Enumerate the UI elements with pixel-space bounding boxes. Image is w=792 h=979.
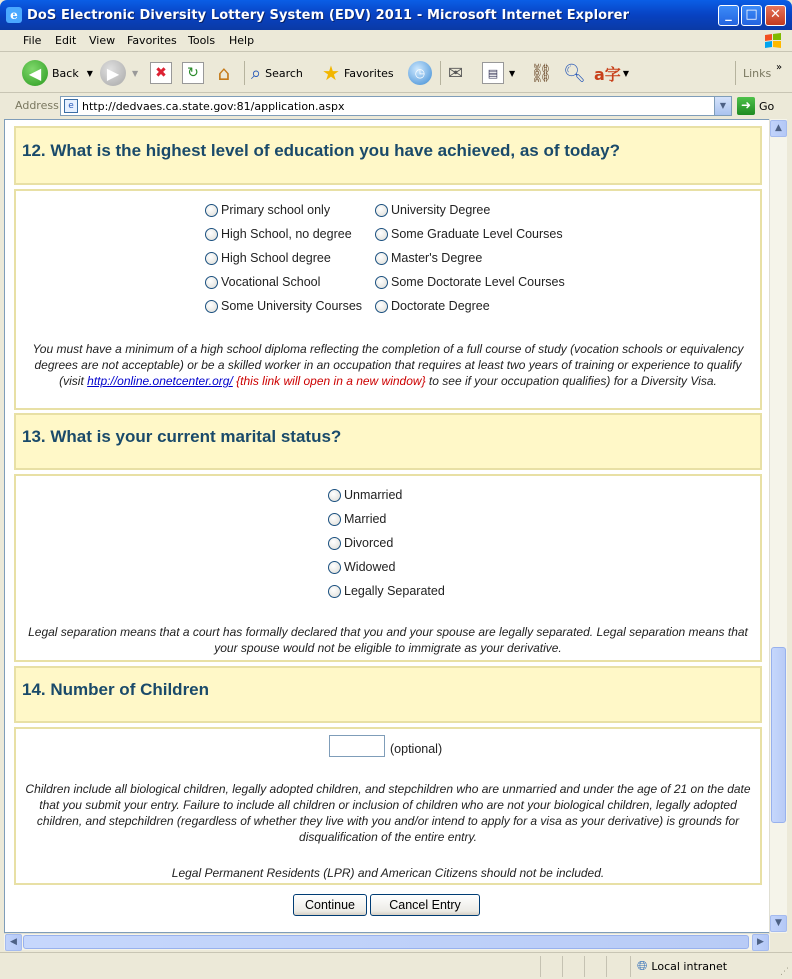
- address-label: Address: [15, 99, 59, 112]
- star-icon: ★: [322, 61, 340, 85]
- onetcenter-link[interactable]: http://online.onetcenter.org/: [87, 374, 233, 388]
- windows-logo-icon: [762, 32, 784, 50]
- radio-button[interactable]: [328, 513, 341, 526]
- refresh-button[interactable]: [182, 59, 204, 87]
- toolbar-separator: [735, 61, 736, 85]
- education-option[interactable]: Vocational School: [205, 275, 320, 289]
- q14-body: [14, 727, 762, 885]
- toolbar: [0, 53, 792, 93]
- go-button[interactable]: [737, 96, 774, 116]
- education-option[interactable]: Doctorate Degree: [375, 299, 490, 313]
- discuss-button[interactable]: [563, 59, 586, 87]
- translate-dropdown-icon[interactable]: ▼: [622, 68, 629, 78]
- research-icon: ⛓: [530, 62, 553, 84]
- optional-label: (optional): [390, 742, 443, 756]
- edit-button[interactable]: [482, 59, 515, 87]
- window-title: DoS Electronic Diversity Lottery System (EDV) 2011 - Microsoft Internet Explorer: [27, 8, 630, 23]
- toolbar-separator: [440, 61, 441, 85]
- forward-button[interactable]: [100, 59, 138, 87]
- cancel-entry-button[interactable]: Cancel Entry: [370, 894, 480, 916]
- search-button[interactable]: [251, 59, 303, 87]
- education-option[interactable]: Some Doctorate Level Courses: [375, 275, 565, 289]
- scroll-right-button[interactable]: ▶: [752, 934, 769, 951]
- edit-page-icon: ▤: [482, 62, 504, 84]
- education-option[interactable]: Some Graduate Level Courses: [375, 227, 563, 241]
- q14-title: 14. Number of Children: [22, 680, 210, 699]
- q12-body: [14, 189, 762, 410]
- edit-dropdown-icon[interactable]: ▼: [509, 68, 516, 78]
- radio-button[interactable]: [205, 276, 218, 289]
- education-option[interactable]: Primary school only: [205, 203, 330, 217]
- education-note: You must have a minimum of a high school diploma reflecting the completion of a full course of study (vocation schools or equivalency degrees are not acceptable) or be a skilled worker in an occupation that requires at least two years of training or experience to qualify (visit http://online.onetcenter.org/ {this link will open in a new window} to see if your occupation qualifies) for a Diversity Visa.: [32, 342, 744, 388]
- radio-button[interactable]: [328, 585, 341, 598]
- research-button[interactable]: [530, 59, 553, 87]
- toolbar-separator: [244, 61, 245, 85]
- home-icon: ⌂: [217, 61, 231, 85]
- marital-note: Legal separation means that a court has formally declared that you and your spouse are legally separated. Legal separation means that your spouse would not be eligible to immigrate as your derivative.: [28, 625, 748, 655]
- address-url[interactable]: http://dedvaes.ca.state.gov:81/application.aspx: [82, 100, 345, 113]
- go-arrow-icon: ➜: [737, 97, 755, 115]
- radio-button[interactable]: [205, 228, 218, 241]
- mail-button[interactable]: [448, 59, 463, 87]
- radio-button[interactable]: [328, 537, 341, 550]
- home-button[interactable]: [213, 59, 235, 87]
- magnifier-icon: 🔍︎: [563, 62, 586, 84]
- radio-button[interactable]: [375, 300, 388, 313]
- radio-button[interactable]: [205, 252, 218, 265]
- translate-button[interactable]: [594, 59, 629, 87]
- q12-title: 12. What is the highest level of education you have achieved, as of today?: [22, 141, 620, 160]
- page-viewport: [4, 119, 770, 933]
- forward-dropdown-icon[interactable]: ▼: [132, 68, 139, 78]
- search-icon: ⌕: [251, 62, 262, 84]
- search-label: Search: [265, 66, 303, 80]
- back-button[interactable]: [22, 59, 93, 87]
- education-option[interactable]: University Degree: [375, 203, 490, 217]
- menu-file[interactable]: File: [23, 34, 42, 47]
- menu-edit[interactable]: Edit: [55, 34, 77, 47]
- toolbar-overflow-icon[interactable]: »: [776, 61, 783, 73]
- status-bar: [0, 952, 792, 979]
- stop-button[interactable]: [150, 59, 172, 87]
- horizontal-scroll-thumb[interactable]: [23, 935, 749, 949]
- page-icon: e: [64, 99, 78, 113]
- ie-logo-icon: e: [6, 7, 22, 23]
- history-button[interactable]: [408, 59, 432, 87]
- radio-button[interactable]: [205, 300, 218, 313]
- zone-label: Local intranet: [651, 960, 728, 973]
- refresh-icon: ↻: [182, 62, 204, 84]
- radio-button[interactable]: [205, 204, 218, 217]
- status-panel: [584, 956, 604, 977]
- q13-body: [14, 474, 762, 662]
- back-dropdown-icon[interactable]: ▼: [86, 68, 93, 78]
- new-window-note: {this link will open in a new window}: [236, 374, 426, 388]
- horizontal-scrollbar[interactable]: [4, 933, 770, 950]
- children-note: Children include all biological children, legally adopted children, and stepchildren who are unmarried and under the age of 21 on the date that you submit your entry. Failure to include all children or inclusion of children who are not your biological children, legally adopted children, and stepchildren (regardless of whether they live with you and/or intend to apply for a visa as your derivative) is grounds for disqualification of the entire entry.: [25, 782, 751, 844]
- menu-favorites[interactable]: Favorites: [127, 34, 177, 47]
- forward-arrow-icon: ▶: [100, 60, 126, 86]
- radio-button[interactable]: [375, 228, 388, 241]
- radio-button[interactable]: [375, 276, 388, 289]
- title-bar[interactable]: [0, 0, 792, 30]
- marital-option[interactable]: Married: [328, 512, 386, 526]
- go-label: Go: [759, 99, 775, 113]
- history-icon: ◷: [408, 61, 432, 85]
- radio-button[interactable]: [375, 252, 388, 265]
- status-panel: [562, 956, 582, 977]
- scroll-left-button[interactable]: ◀: [5, 934, 22, 951]
- vertical-scrollbar[interactable]: [769, 119, 787, 933]
- q13-title: 13. What is your current marital status?: [22, 427, 342, 446]
- scroll-down-button[interactable]: ▼: [770, 915, 787, 932]
- q14-header: [14, 666, 762, 723]
- address-bar: [0, 94, 792, 118]
- education-option[interactable]: Some University Courses: [205, 299, 362, 313]
- address-input[interactable]: [60, 96, 732, 116]
- status-panel: [606, 956, 626, 977]
- back-arrow-icon: ◀: [22, 60, 48, 86]
- continue-button[interactable]: Continue: [293, 894, 367, 916]
- close-button[interactable]: ✕: [765, 5, 786, 26]
- menu-tools[interactable]: Tools: [188, 34, 216, 47]
- marital-option[interactable]: Widowed: [328, 560, 395, 574]
- education-option[interactable]: High School degree: [205, 251, 331, 265]
- marital-option[interactable]: Divorced: [328, 536, 393, 550]
- education-option[interactable]: High School, no degree: [205, 227, 352, 241]
- favorites-label: Favorites: [343, 66, 394, 80]
- lpr-note: Legal Permanent Residents (LPR) and American Citizens should not be included.: [171, 866, 605, 880]
- q12-header: [14, 126, 762, 185]
- scroll-up-button[interactable]: ▲: [770, 120, 787, 137]
- q13-header: [14, 413, 762, 470]
- menu-help[interactable]: Help: [229, 34, 255, 47]
- mail-icon: ✉: [448, 62, 464, 84]
- radio-button[interactable]: [328, 489, 341, 502]
- translate-icon: a字: [594, 64, 621, 84]
- intranet-globe-icon: 🌐︎: [637, 959, 648, 974]
- back-label: Back: [52, 66, 79, 80]
- marital-option[interactable]: Legally Separated: [328, 584, 445, 598]
- minimize-button[interactable]: _: [718, 5, 739, 26]
- menu-bar: [0, 30, 792, 52]
- stop-icon: ✖: [150, 62, 172, 84]
- status-panel: [540, 956, 560, 977]
- links-label[interactable]: Links: [743, 66, 772, 80]
- radio-button[interactable]: [375, 204, 388, 217]
- address-dropdown-icon[interactable]: ▼: [714, 97, 731, 115]
- favorites-button[interactable]: [322, 59, 394, 87]
- children-count-input[interactable]: [329, 735, 385, 757]
- education-option[interactable]: Master's Degree: [375, 251, 482, 265]
- marital-option[interactable]: Unmarried: [328, 488, 402, 502]
- zone-panel: [630, 956, 780, 977]
- resize-grip-icon[interactable]: ⋰: [780, 967, 789, 977]
- radio-button[interactable]: [328, 561, 341, 574]
- vertical-scroll-thumb[interactable]: [771, 647, 786, 823]
- maximize-button[interactable]: □: [741, 5, 762, 26]
- menu-view[interactable]: View: [89, 34, 116, 47]
